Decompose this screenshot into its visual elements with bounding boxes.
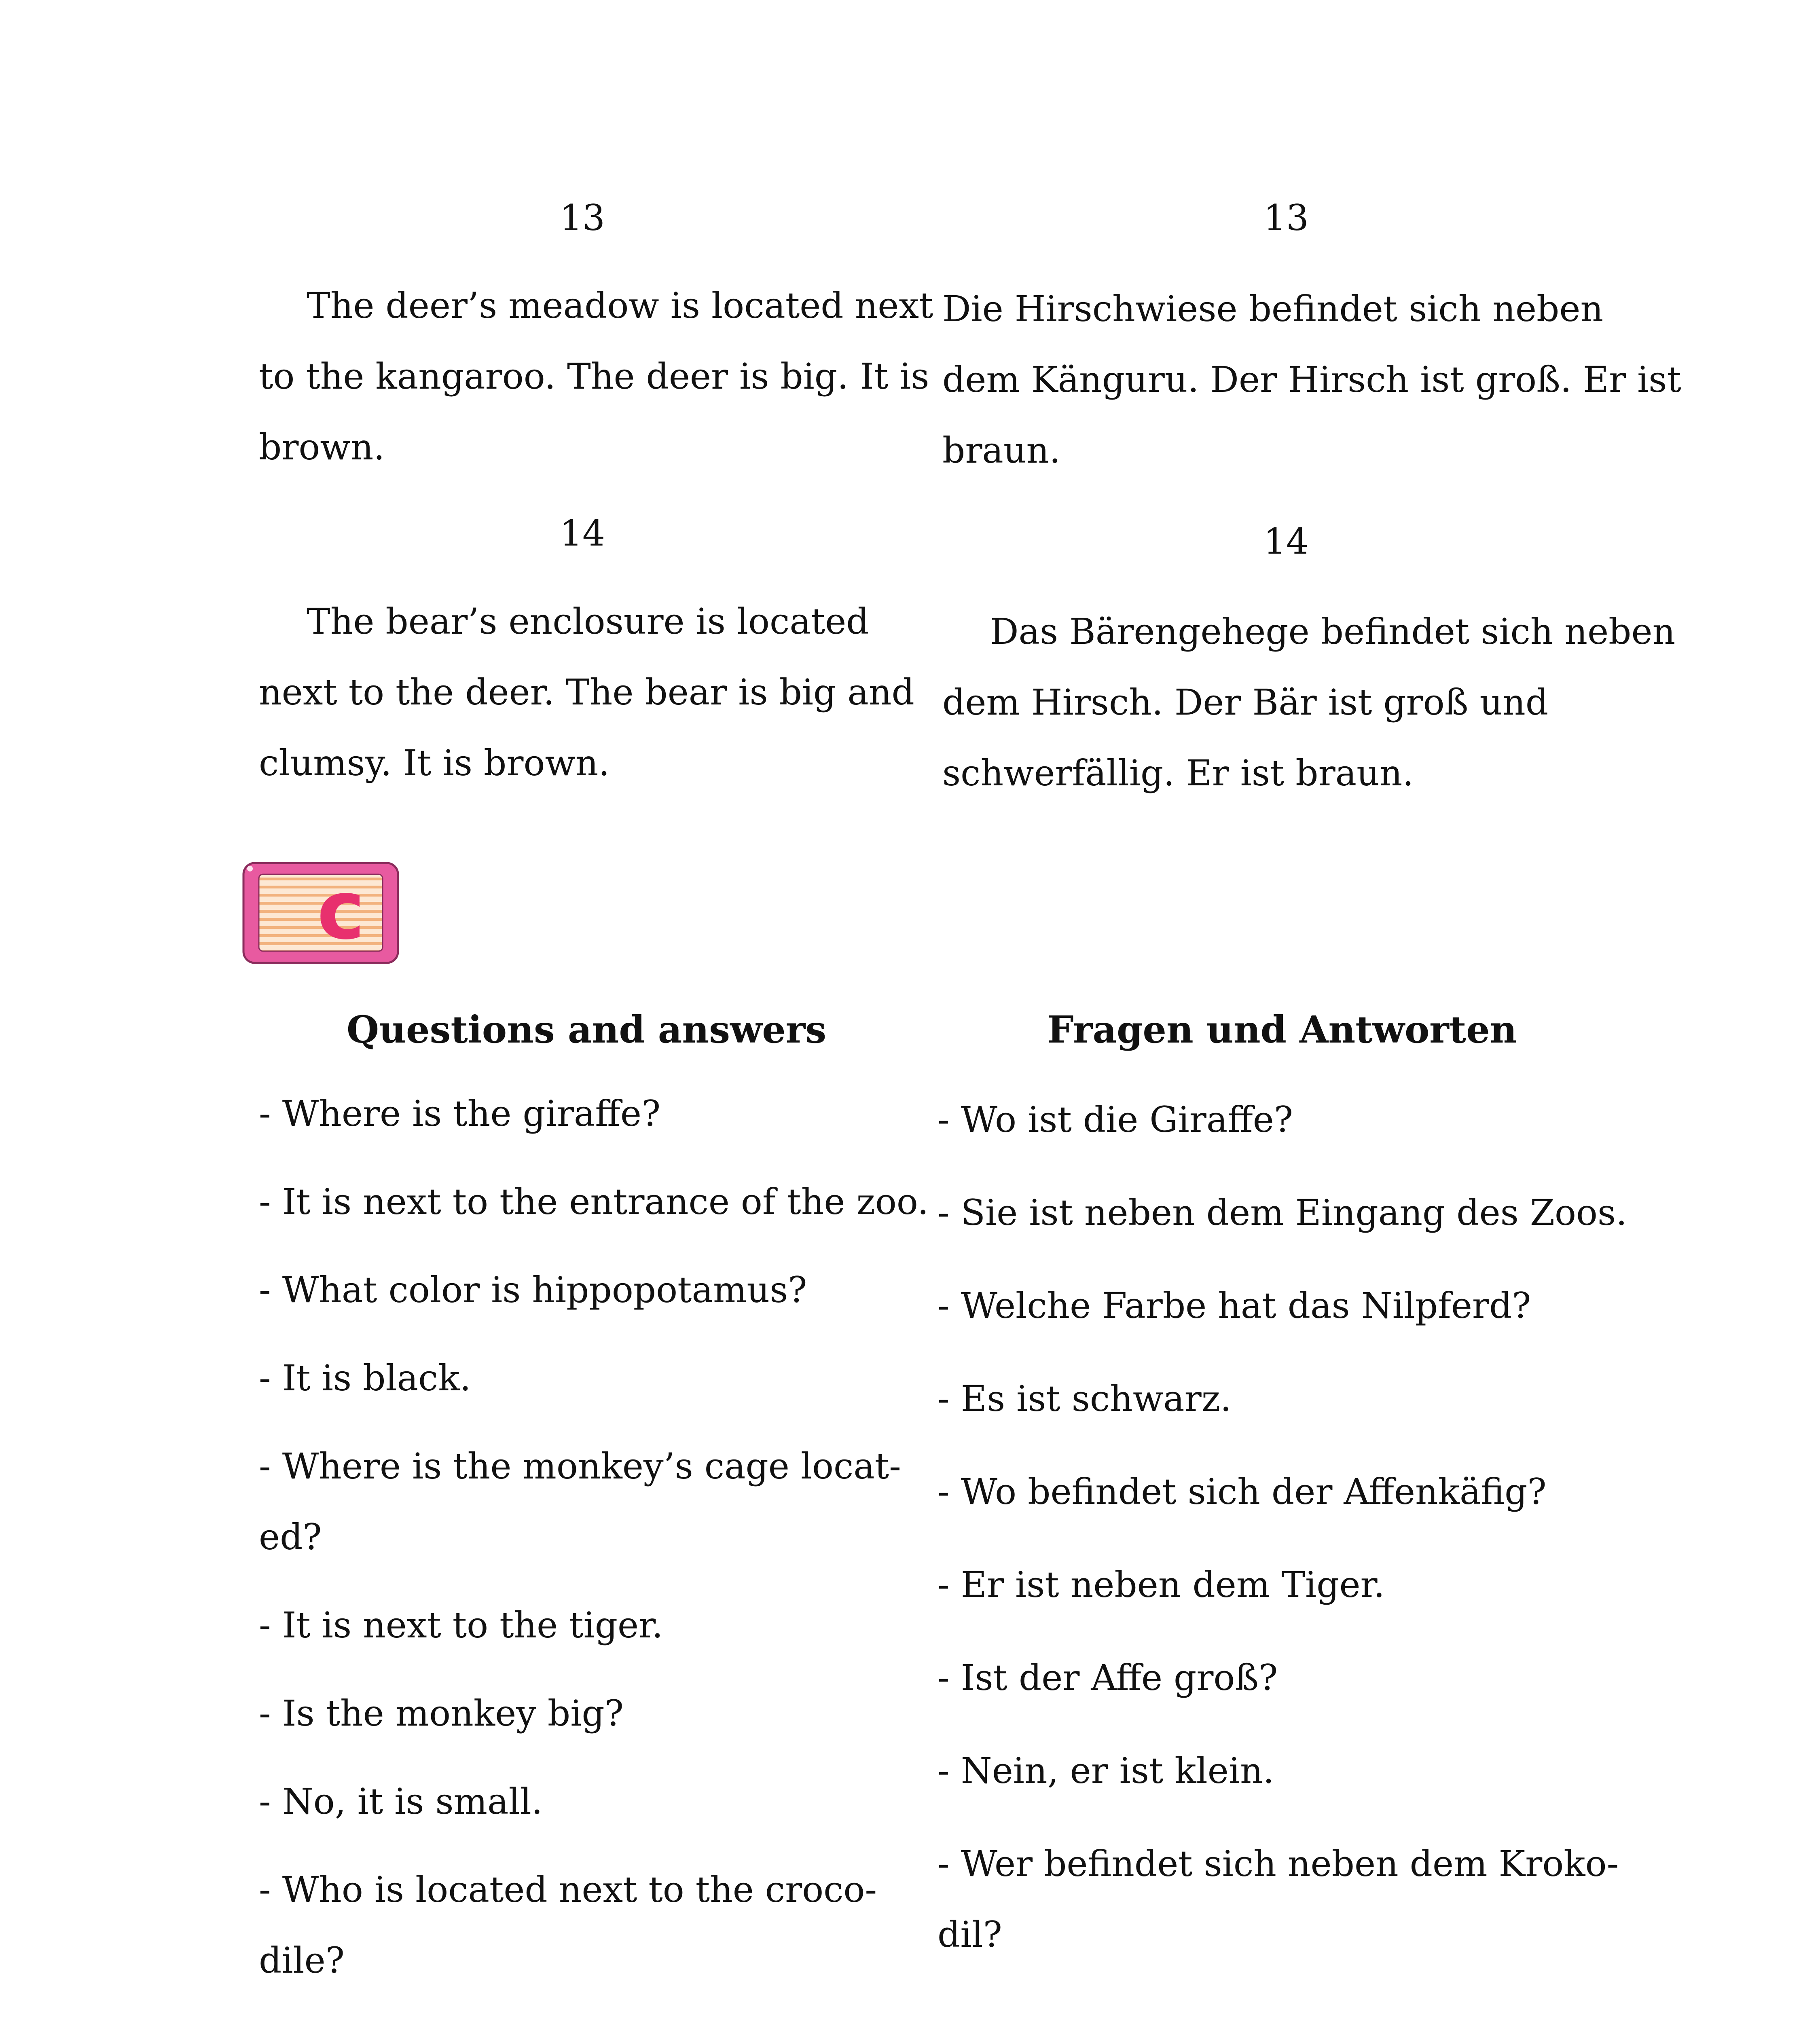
badge-letter: c [317,863,365,958]
section-14-de-line: dem Hirsch. Der Bär ist groß und [942,681,1549,723]
qa-en-line: - It is next to the entrance of the zoo. [259,1181,929,1223]
section-13-de-line: Die Hirschwiese befindet sich neben [942,288,1604,330]
section-13-de-line: dem Känguru. Der Hirsch ist groß. Er ist [942,359,1681,400]
section-14-de-line: schwerfällig. Er ist braun. [942,752,1414,794]
section-13-number-en: 13 [560,197,605,239]
qa-de-line: - Ist der Affe groß? [938,1657,1278,1698]
qa-en-line: - Where is the giraffe? [259,1093,661,1134]
section-13-number-de: 13 [1263,197,1309,239]
qa-heading-en: Questions and answers [346,1008,827,1051]
qa-de-line: - Wo befindet sich der Affenkäfig? [938,1471,1547,1512]
qa-de-line: - Welche Farbe hat das Nilpferd? [938,1285,1531,1326]
qa-en-line: - It is next to the tiger. [259,1604,663,1646]
qa-de-line: - Wer befindet sich neben dem Kroko- [938,1843,1619,1885]
qa-heading-de: Fragen und Antworten [1047,1008,1517,1051]
qa-de-line: - Wo ist die Giraffe? [938,1099,1293,1140]
qa-en-line: - It is black. [259,1357,471,1399]
qa-de-line: dil? [938,1914,1002,1955]
qa-en-line: - No, it is small. [259,1781,543,1822]
section-13-en-line: brown. [259,426,385,468]
qa-de-line: - Nein, er ist klein. [938,1750,1274,1791]
section-14-number-en: 14 [560,512,605,554]
section-14-en-line: clumsy. It is brown. [259,742,610,784]
qa-en-line: - Who is located next to the croco- [259,1869,877,1910]
qa-en-line: ed? [259,1516,322,1558]
section-14-en-line: The bear’s enclosure is located [307,601,869,642]
section-14-number-de: 14 [1263,520,1309,562]
section-13-en-line: The deer’s meadow is located next [307,285,933,326]
qa-de-line: - Es ist schwarz. [938,1378,1232,1419]
section-c-badge [242,861,400,964]
badge-shine [247,866,253,871]
section-c-badge-graphic [242,861,400,964]
qa-en-line: dile? [259,1940,345,1981]
qa-en-line: - What color is hippopotamus? [259,1269,807,1311]
qa-en-line: - Is the monkey big? [259,1692,624,1734]
qa-en-line: - Where is the monkey’s cage locat- [259,1445,901,1487]
section-13-de-line: braun. [942,429,1061,471]
section-13-en-line: to the kangaroo. The deer is big. It is [259,355,929,397]
qa-de-line: - Er ist neben dem Tiger. [938,1564,1385,1605]
qa-de-line: - Sie ist neben dem Eingang des Zoos. [938,1192,1627,1233]
section-14-en-line: next to the deer. The bear is big and [259,671,914,713]
section-14-de-line: Das Bärengehege befindet sich neben [990,611,1676,652]
